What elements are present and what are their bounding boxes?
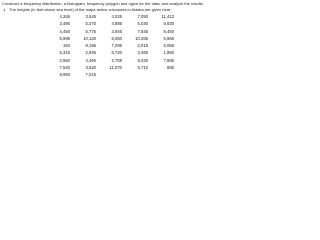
table-cell: 885	[167, 65, 174, 71]
table-cell: 4,450	[59, 28, 70, 34]
table-cell: 8,450	[163, 28, 174, 34]
table-cell: 5,030	[137, 21, 148, 27]
table-cell: 2,759	[111, 57, 122, 63]
table-cell: 10,265	[135, 35, 148, 41]
table-cell: 7,015	[85, 72, 96, 78]
table-cell: 2,945	[85, 50, 96, 56]
document-page	[0, 0, 204, 82]
table-row	[52, 28, 174, 35]
table-cell: 4,885	[111, 21, 122, 27]
table-cell: 9,430	[137, 57, 148, 63]
table-cell: 5,055	[163, 43, 174, 49]
table-cell: 7,540	[59, 65, 70, 71]
table-cell: 5,775	[85, 28, 96, 34]
table-row	[52, 49, 174, 56]
table-cell	[122, 71, 148, 78]
table-cell: 4,450	[85, 57, 96, 63]
table-cell: 6,965	[163, 35, 174, 41]
table-cell: 3,490	[59, 21, 70, 27]
table-cell	[96, 71, 122, 78]
table-row	[52, 13, 174, 20]
table-cell: 6,720	[111, 50, 122, 56]
table-cell: 7,985	[163, 57, 174, 63]
volcano-heights-table	[52, 13, 174, 79]
table-cell: 6,050	[111, 35, 122, 41]
table-row	[52, 64, 174, 71]
table-cell: 5,315	[59, 50, 70, 56]
table-cell: 8,185	[85, 43, 96, 49]
table-cell: 4,265	[59, 14, 70, 19]
table-cell: 4,025	[111, 14, 122, 19]
table-cell: 7,545	[137, 28, 148, 34]
table-cell: 8,960	[59, 72, 70, 78]
table-cell: 3,540	[85, 65, 96, 71]
table-cell: 7,050	[137, 14, 148, 19]
table-cell: 10,140	[83, 35, 96, 41]
table-cell: 150	[63, 43, 70, 49]
table-cell: 3,545	[85, 14, 96, 19]
table-cell: 11,070	[109, 65, 122, 71]
table-cell: 3,945	[111, 28, 122, 34]
table-cell: 5,370	[85, 21, 96, 27]
table-cell: 7,295	[111, 43, 122, 49]
table-cell: 1,980	[163, 50, 174, 56]
table-cell: 11,413	[161, 14, 174, 19]
table-cell: 2,560	[59, 57, 70, 63]
instruction-text: Construct a frequency distribution, a histogram, frequency polygon and ogive for the data, and analyze the results.	[2, 1, 204, 6]
table-row	[52, 35, 174, 42]
table-cell: 2,015	[137, 43, 148, 49]
question-1	[3, 7, 171, 12]
table-row	[52, 20, 174, 27]
table-row	[52, 71, 174, 78]
question-text: The heights (in feet above sea level) of the major active volcanoes in Alaska are given here.	[9, 7, 172, 12]
question-number: 1.	[3, 7, 7, 12]
table-row	[52, 57, 174, 64]
table-cell: 5,710	[137, 65, 148, 71]
table-row	[52, 42, 174, 49]
data-table-body	[52, 13, 174, 79]
table-cell: 6,830	[163, 21, 174, 27]
table-cell: 5,995	[59, 35, 70, 41]
table-cell	[148, 71, 174, 78]
table-cell: 3,465	[137, 50, 148, 56]
